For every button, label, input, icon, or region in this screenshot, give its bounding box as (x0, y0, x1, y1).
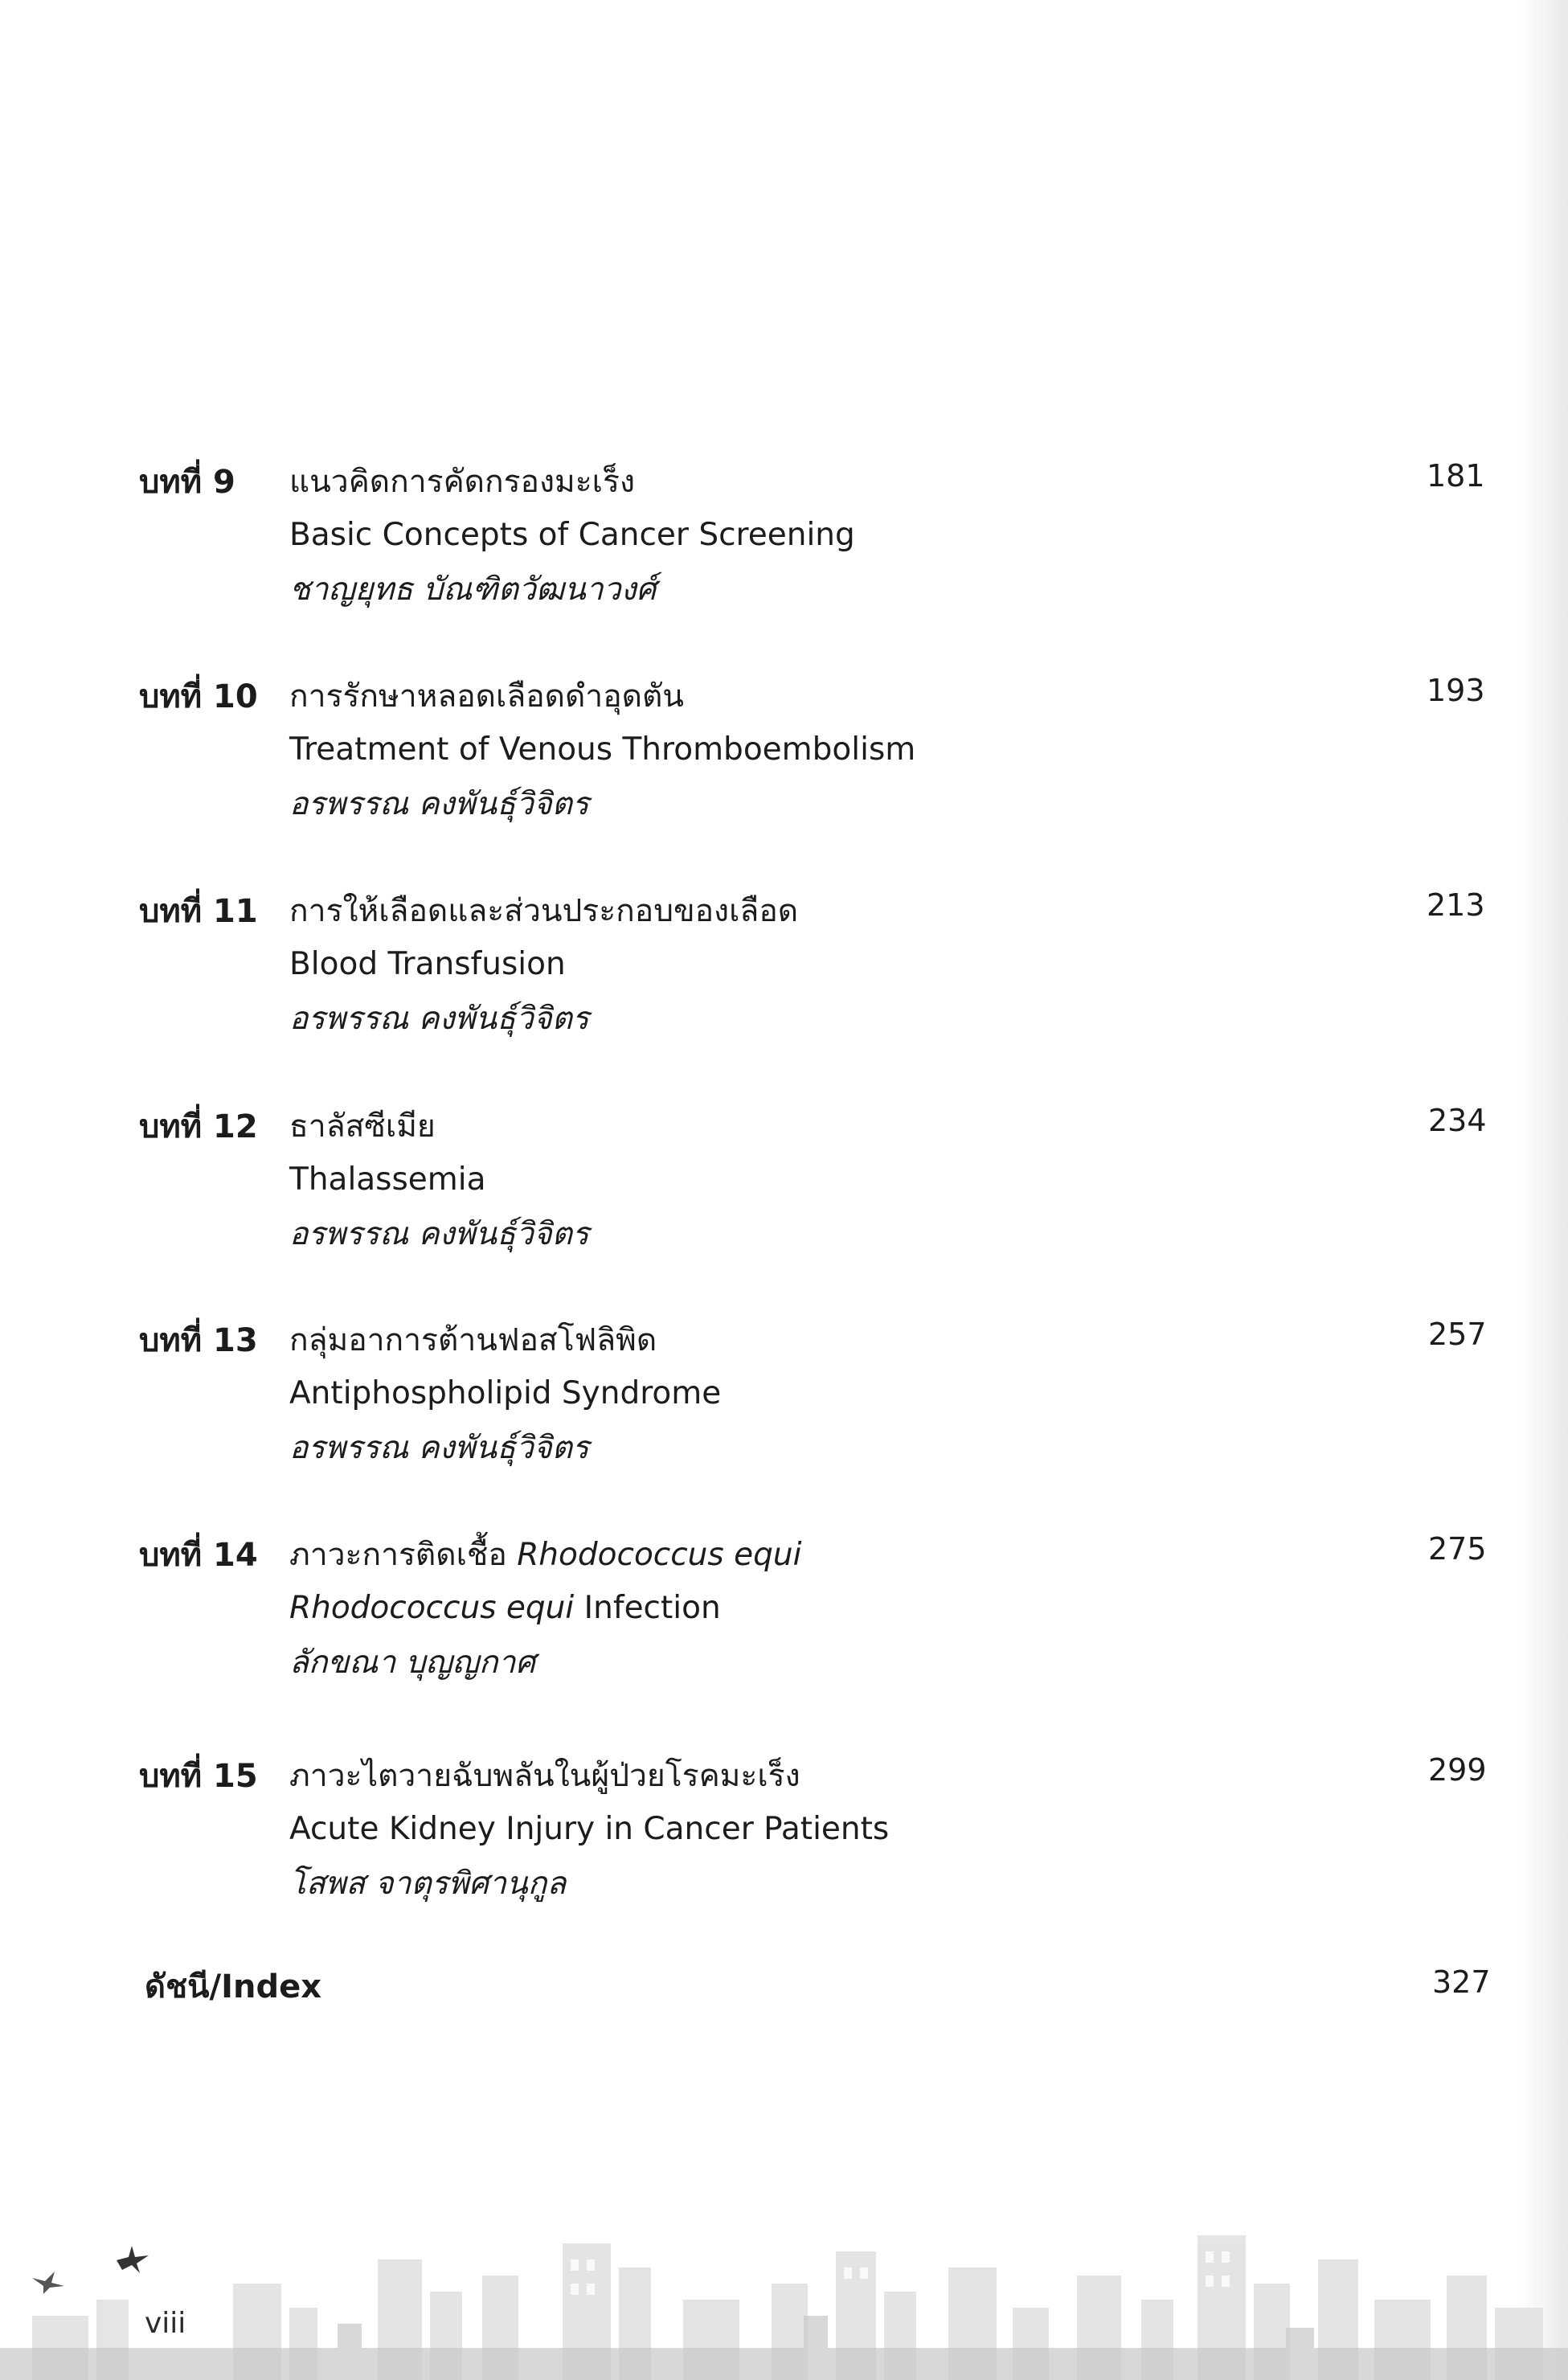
bird-icon (113, 2243, 153, 2275)
toc-entry-index[interactable] (0, 1963, 1568, 2019)
chapter-author: อรพรรณ คงพันธุ์วิจิตร (289, 1430, 589, 1466)
skyline-illustration (0, 2187, 1568, 2380)
chapter-label: บทที่ 13 (139, 1322, 258, 1359)
chapter-page-number: 181 (1427, 458, 1485, 494)
chapter-page-number: 257 (1428, 1317, 1487, 1352)
toc-entry-chapter-14[interactable] (0, 1531, 1568, 1708)
chapter-page-number: 193 (1427, 673, 1485, 708)
chapter-title-english: Rhodococcus equi Infection (289, 1590, 721, 1626)
page-folio-number: viii (145, 2307, 186, 2340)
toc-entry-chapter-11[interactable] (0, 887, 1568, 1064)
chapter-author: ชาญยุทธ บัณฑิตวัฒนาวงศ์ (289, 571, 657, 608)
chapter-title-english: Basic Concepts of Cancer Screening (289, 517, 855, 553)
index-page-number: 327 (1432, 1964, 1491, 2000)
toc-entry-chapter-15[interactable] (0, 1752, 1568, 1929)
chapter-title-thai: การรักษาหลอดเลือดดำอุดตัน (289, 678, 684, 715)
chapter-page-number: 275 (1428, 1531, 1487, 1567)
chapter-page-number: 299 (1428, 1752, 1487, 1788)
chapter-title-thai: การให้เลือดและส่วนประกอบของเลือด (289, 893, 799, 929)
toc-entry-chapter-13[interactable] (0, 1317, 1568, 1493)
chapter-title-thai: ธาลัสซีเมีย (289, 1108, 436, 1145)
chapter-page-number: 234 (1428, 1103, 1487, 1138)
bird-icon (31, 2267, 66, 2296)
chapter-label: บทที่ 10 (139, 678, 258, 715)
chapter-author: อรพรรณ คงพันธุ์วิจิตร (289, 786, 589, 822)
index-label: ดัชนี/Index (145, 1968, 321, 2005)
chapter-label: บทที่ 14 (139, 1537, 258, 1574)
chapter-label: บทที่ 9 (139, 464, 235, 501)
toc-entry-chapter-12[interactable] (0, 1103, 1568, 1280)
chapter-page-number: 213 (1427, 887, 1485, 923)
chapter-title-thai: แนวคิดการคัดกรองมะเร็ง (289, 464, 635, 500)
chapter-label: บทที่ 15 (139, 1758, 258, 1795)
chapter-title-thai: ภาวะการติดเชื้อ Rhodococcus equi (289, 1537, 802, 1573)
chapter-title-thai: ภาวะไตวายฉับพลันในผู้ป่วยโรคมะเร็ง (289, 1758, 800, 1794)
chapter-title-english: Blood Transfusion (289, 946, 566, 982)
chapter-title-thai: กลุ่มอาการต้านฟอสโฟลิพิด (289, 1322, 657, 1358)
toc-entry-chapter-9[interactable] (0, 458, 1568, 635)
chapter-title-english: Treatment of Venous Thromboembolism (289, 731, 916, 768)
chapter-title-english: Antiphospholipid Syndrome (289, 1375, 722, 1411)
toc-entry-chapter-10[interactable] (0, 673, 1568, 850)
chapter-title-english: Acute Kidney Injury in Cancer Patients (289, 1811, 890, 1847)
chapter-label: บทที่ 12 (139, 1108, 258, 1145)
chapter-label: บทที่ 11 (139, 893, 258, 930)
chapter-author: ลักขณา บุญญกาศ (289, 1645, 536, 1681)
chapter-author: อรพรรณ คงพันธุ์วิจิตร (289, 1216, 589, 1252)
chapter-author: โสพส จาตุรพิศานุกูล (289, 1866, 567, 1902)
chapter-title-english: Thalassemia (289, 1161, 486, 1198)
chapter-author: อรพรรณ คงพันธุ์วิจิตร (289, 1001, 589, 1037)
